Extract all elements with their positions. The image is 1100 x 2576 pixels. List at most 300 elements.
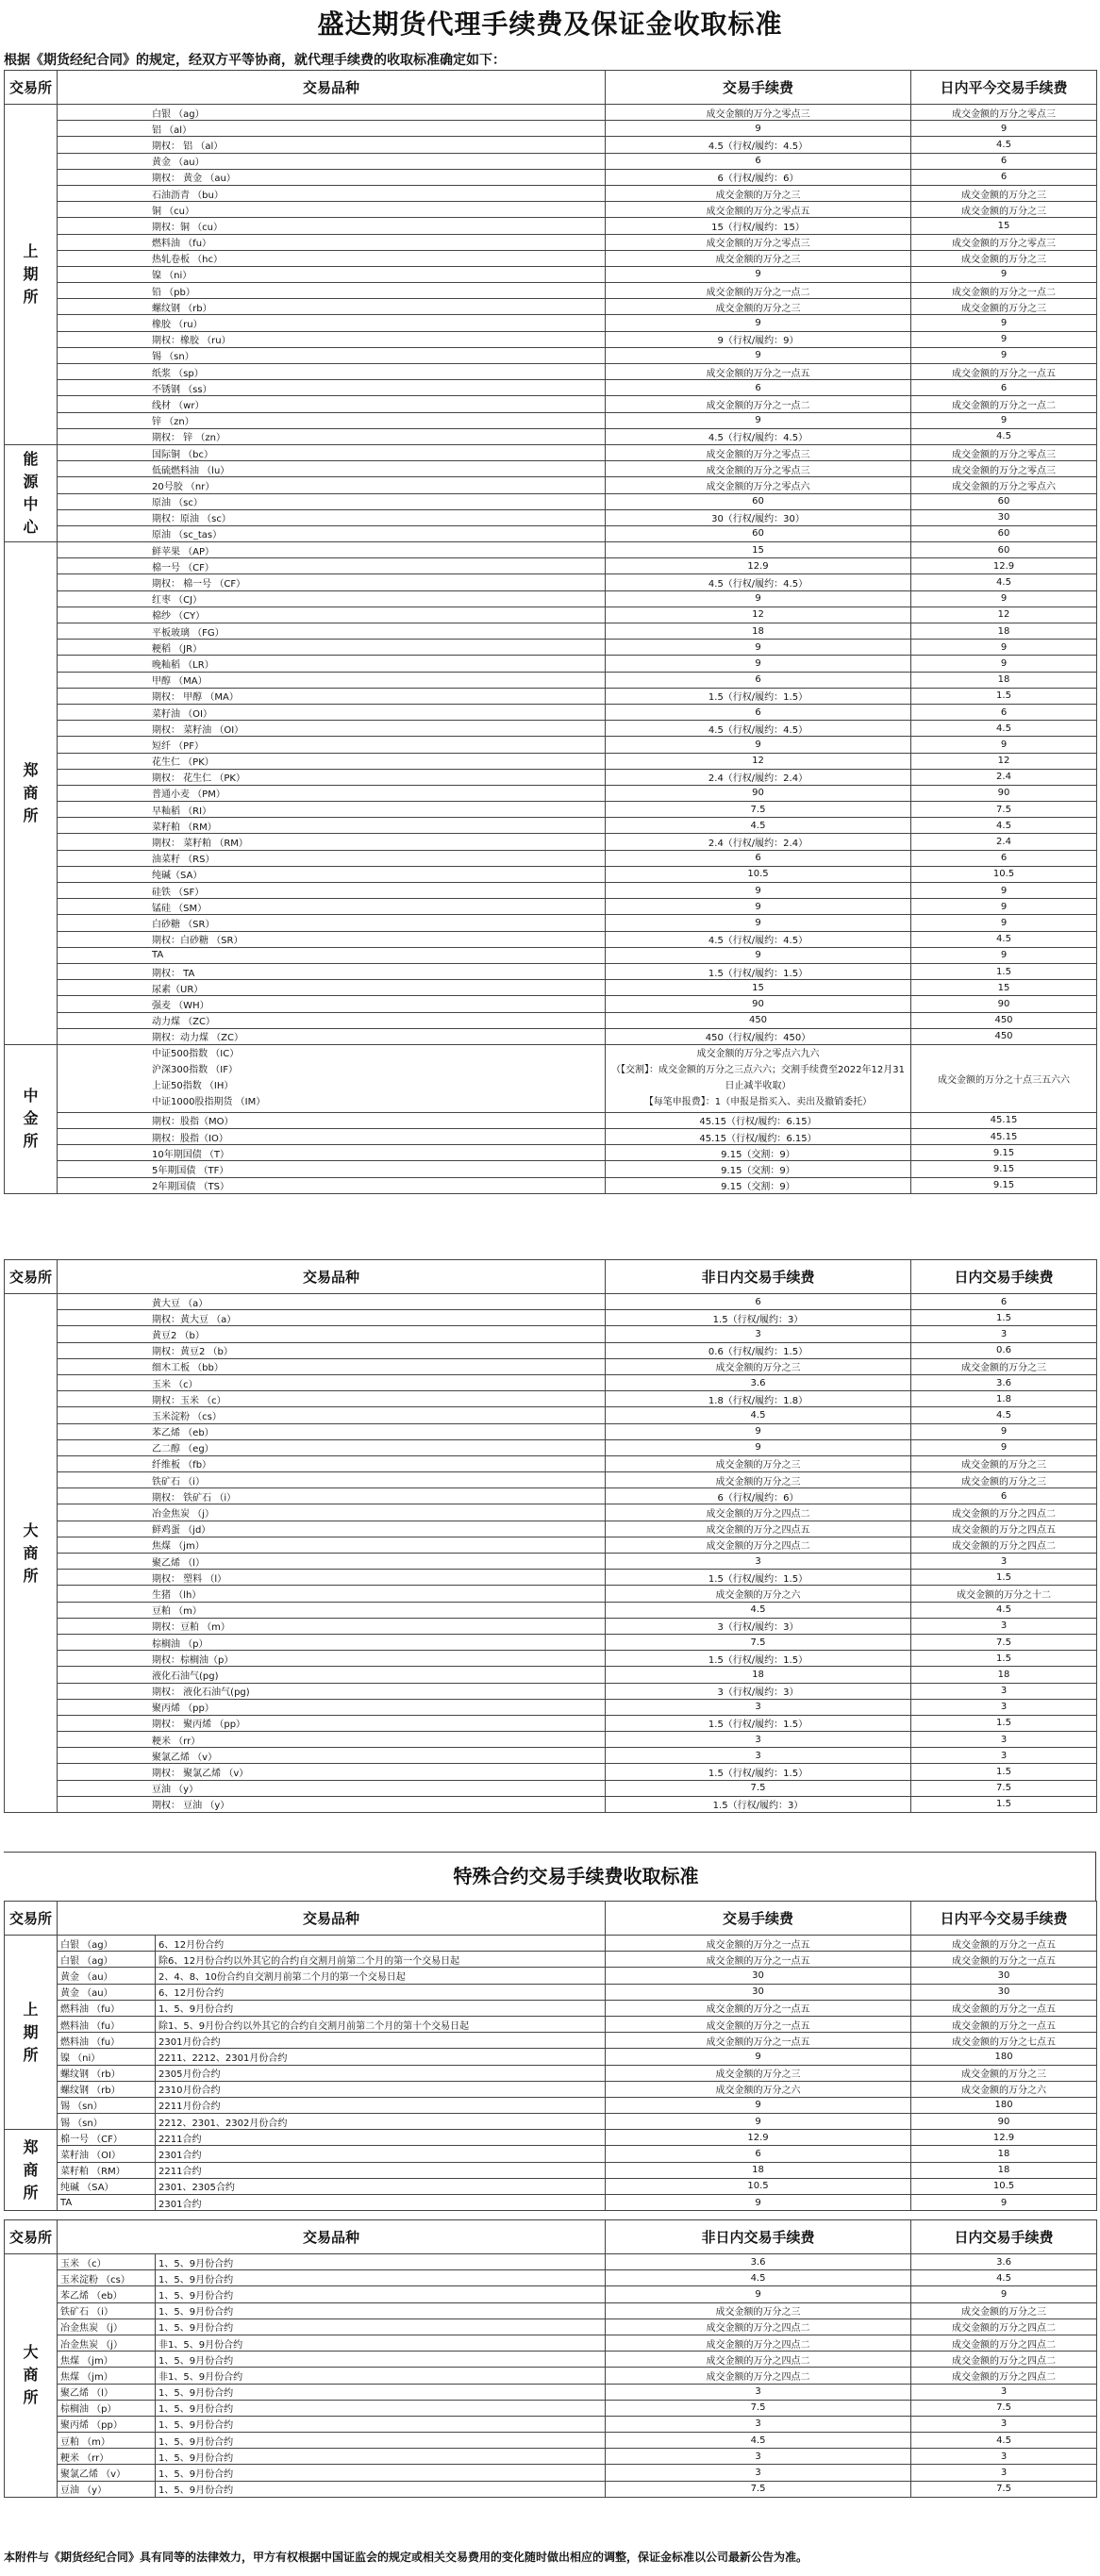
intraday-fee-cell: 4.5 (911, 574, 1097, 590)
contract-cell: 2211月份合约 (156, 2097, 606, 2113)
table-row (5, 850, 1097, 866)
contract-cell: 1、5、9月份合约 (156, 2433, 606, 2449)
table-row (5, 202, 1097, 218)
table-row (5, 883, 1097, 899)
table-row (5, 1683, 1097, 1699)
table-header-row (5, 1902, 1097, 1936)
intraday-fee-cell: 30 (911, 1968, 1097, 1984)
intraday-fee-cell: 成交金额的万分之十点三五六六 (911, 1044, 1097, 1112)
special-section-title: 特殊合约交易手续费收取标准 (57, 1852, 1096, 1901)
contract-cell: 2310月份合约 (156, 2081, 606, 2097)
product-cell: 苯乙烯 （eb） (58, 1423, 606, 1439)
intraday-fee-cell: 3 (911, 2449, 1097, 2465)
intraday-fee-cell: 6 (911, 153, 1097, 169)
fee-cell: 成交金额的万分之三 (606, 2065, 911, 2081)
intraday-fee-cell: 成交金额的万分之零点六 (911, 477, 1097, 493)
fee-cell: 18 (606, 623, 911, 640)
product-cell: 期权：股指（MO） (58, 1112, 606, 1128)
product-cell: 黄金 （au） (58, 1984, 156, 2000)
intraday-fee-cell: 3 (911, 1748, 1097, 1764)
product-cell: 期权： 聚丙烯 （pp） (58, 1715, 606, 1731)
intraday-fee-cell: 9 (911, 315, 1097, 331)
product-cell: 冶金焦炭 （j） (58, 1504, 606, 1521)
table-row (5, 2081, 1097, 2097)
fee-cell: 15 (606, 980, 911, 996)
exchange-cell: 上 期 所 (5, 105, 58, 445)
table-row (5, 461, 1097, 477)
contract-cell: 1、5、9月份合约 (156, 2352, 606, 2368)
product-cell: 鲜鸡蛋 （jd） (58, 1521, 606, 1537)
intraday-fee-cell: 3 (911, 1618, 1097, 1634)
intraday-fee-cell: 45.15 (911, 1112, 1097, 1128)
intraday-fee-cell: 60 (911, 525, 1097, 541)
intraday-fee-cell: 3 (911, 2416, 1097, 2432)
table-row (5, 1326, 1097, 1342)
fee-cell: 成交金额的万分之一点五 (606, 1936, 911, 1952)
table-row (5, 1423, 1097, 1439)
product-cell: 棕榈油 （p） (58, 1634, 606, 1650)
product-cell: 强麦 （WH） (58, 996, 606, 1012)
intraday-fee-cell: 成交金额的万分之七点五 (911, 2033, 1097, 2049)
table-row (5, 802, 1097, 818)
fee-cell: 9 (606, 915, 911, 931)
intraday-fee-cell: 7.5 (911, 2481, 1097, 2497)
table-row (5, 1129, 1097, 1145)
fee-table-main (4, 70, 1097, 1194)
header-exchange: 交易所 (5, 1902, 58, 1936)
fee-cell: 成交金额的万分之四点五 (606, 1521, 911, 1537)
product-cell: 黄大豆 （a） (58, 1294, 606, 1310)
table-row (5, 656, 1097, 672)
product-cell: 粳稻 （JR） (58, 640, 606, 656)
intraday-fee-cell: 成交金额的万分之四点二 (911, 1504, 1097, 1521)
header-fee: 非日内交易手续费 (606, 1260, 911, 1294)
intraday-fee-cell: 成交金额的万分之零点三 (911, 234, 1097, 250)
intraday-fee-cell: 9 (911, 737, 1097, 753)
intraday-fee-cell: 4.5 (911, 721, 1097, 737)
table-row (5, 1554, 1097, 1570)
intraday-fee-cell: 9 (911, 412, 1097, 428)
fee-cell: 1.5（行权/履约：1.5） (606, 1651, 911, 1667)
intraday-fee-cell: 成交金额的万分之三 (911, 299, 1097, 315)
fee-cell: 成交金额的万分之四点二 (606, 2352, 911, 2368)
table-row (5, 1748, 1097, 1764)
product-cell: 粳米 （rr） (58, 1732, 606, 1748)
intraday-fee-cell: 4.5 (911, 428, 1097, 444)
product-cell: 10年期国债 （T） (58, 1145, 606, 1161)
table-row (5, 1715, 1097, 1731)
table-row (5, 1602, 1097, 1618)
fee-cell: 9 (606, 2049, 911, 2065)
intraday-fee-cell: 1.5 (911, 1715, 1097, 1731)
table-row (5, 1439, 1097, 1455)
intraday-fee-cell: 成交金额的万分之三 (911, 185, 1097, 201)
product-cell: 红枣 （CJ） (58, 590, 606, 607)
intraday-fee-cell: 3 (911, 2465, 1097, 2481)
intraday-fee-cell: 7.5 (911, 802, 1097, 818)
product-cell: 期权： 黄金 （au） (58, 169, 606, 185)
exchange-cell: 中 金 所 (5, 1044, 58, 1193)
intraday-fee-cell: 12.9 (911, 2130, 1097, 2146)
intraday-fee-cell: 450 (911, 1012, 1097, 1028)
table-row (5, 1780, 1097, 1796)
fee-cell: 9 (606, 2097, 911, 2113)
fee-cell: 9.15（交割：9） (606, 1145, 911, 1161)
header-exchange: 交易所 (5, 1260, 58, 1294)
table-row (5, 834, 1097, 850)
fee-cell: 9 (606, 412, 911, 428)
product-cell: 平板玻璃 （FG） (58, 623, 606, 640)
contract-cell: 1、5、9月份合约 (156, 2449, 606, 2465)
fee-cell: 3 (606, 2465, 911, 2481)
table-row (5, 704, 1097, 720)
product-cell: 纸浆 （sp） (58, 364, 606, 380)
product-cell: 期权： 聚氯乙烯 （v） (58, 1764, 606, 1780)
fee-cell: 10.5 (606, 2178, 911, 2194)
intraday-fee-cell: 2.4 (911, 769, 1097, 785)
table-row (5, 1455, 1097, 1471)
product-cell: 冶金焦炭 （j） (58, 2318, 156, 2335)
table-row (5, 493, 1097, 509)
intraday-fee-cell: 3 (911, 1554, 1097, 1570)
table-row (5, 509, 1097, 525)
table-row (5, 721, 1097, 737)
table-row (5, 672, 1097, 688)
product-cell: 乙二醇 （eg） (58, 1439, 606, 1455)
table-row (5, 1936, 1097, 1952)
intraday-fee-cell: 6 (911, 850, 1097, 866)
contract-cell: 2301、2305合约 (156, 2178, 606, 2194)
intraday-fee-cell: 6 (911, 169, 1097, 185)
intraday-fee-cell: 18 (911, 623, 1097, 640)
intraday-fee-cell: 成交金额的万分之十二 (911, 1586, 1097, 1602)
contract-cell: 1、5、9月份合约 (156, 2384, 606, 2400)
fee-cell: 成交金额的万分之一点二 (606, 283, 911, 299)
product-cell: 豆油 （y） (58, 2481, 156, 2497)
table-row (5, 2065, 1097, 2081)
contract-cell: 1、5、9月份合约 (156, 2254, 606, 2270)
fee-cell: 12 (606, 607, 911, 623)
product-cell: 聚乙烯 （l） (58, 2384, 156, 2400)
intraday-fee-cell: 4.5 (911, 1602, 1097, 1618)
table-row (5, 185, 1097, 201)
contract-cell: 2301合约 (156, 2146, 606, 2162)
intraday-fee-cell: 90 (911, 996, 1097, 1012)
table-row (5, 283, 1097, 299)
product-cell: 玉米淀粉 （cs） (58, 1407, 606, 1423)
table-row (5, 737, 1097, 753)
fee-cell: 6 (606, 1294, 911, 1310)
table-row (5, 1407, 1097, 1423)
product-cell: 期权：原油 （sc） (58, 509, 606, 525)
intraday-fee-cell: 7.5 (911, 1780, 1097, 1796)
product-cell: 铁矿石 （i） (58, 1472, 606, 1488)
contract-cell: 2301合约 (156, 2195, 606, 2211)
intraday-fee-cell: 成交金额的万分之一点五 (911, 1936, 1097, 1952)
intraday-fee-cell: 6 (911, 704, 1097, 720)
product-cell: 聚丙烯 （pp） (58, 1699, 606, 1715)
table-row (5, 2016, 1097, 2032)
intraday-fee-cell: 成交金额的万分之零点三 (911, 444, 1097, 460)
product-cell: 原油 （sc） (58, 493, 606, 509)
table-row (5, 1651, 1097, 1667)
table-row (5, 299, 1097, 315)
product-cell: 铝 （al） (58, 121, 606, 137)
fee-cell: 成交金额的万分之四点二 (606, 1537, 911, 1553)
fee-cell: 7.5 (606, 2400, 911, 2416)
table-row (5, 380, 1097, 396)
product-cell: 菜籽油 （OI） (58, 2146, 156, 2162)
intraday-fee-cell: 15 (911, 218, 1097, 234)
fee-cell: 9 (606, 347, 911, 363)
product-cell: 国际铜 （bc） (58, 444, 606, 460)
intraday-fee-cell: 3 (911, 1683, 1097, 1699)
product-cell: 期权： 塑料 （l） (58, 1570, 606, 1586)
fee-cell: 成交金额的万分之三 (606, 185, 911, 201)
product-cell: 锰硅 （SM） (58, 899, 606, 915)
table-row (5, 1028, 1097, 1044)
intraday-fee-cell: 成交金额的万分之六 (911, 2081, 1097, 2097)
product-cell: 尿素（UR） (58, 980, 606, 996)
fee-cell: 成交金额的万分之零点六 (606, 477, 911, 493)
intraday-fee-cell: 9 (911, 347, 1097, 363)
table-row (5, 1732, 1097, 1748)
fee-cell: 成交金额的万分之零点三 (606, 461, 911, 477)
product-cell: 热轧卷板 （hc） (58, 250, 606, 266)
fee-cell: 3（行权/履约：3） (606, 1683, 911, 1699)
fee-cell: 7.5 (606, 802, 911, 818)
product-cell: 螺纹钢 （rb） (58, 2081, 156, 2097)
fee-cell: 9 (606, 2286, 911, 2302)
fee-cell: 成交金额的万分之一点五 (606, 364, 911, 380)
fee-cell: 9 (606, 737, 911, 753)
product-cell: 棉一号 （CF） (58, 2130, 156, 2146)
intraday-fee-cell: 成交金额的万分之一点五 (911, 364, 1097, 380)
intraday-fee-cell: 2.4 (911, 834, 1097, 850)
header-product: 交易品种 (58, 1902, 606, 1936)
fee-cell: 9 (606, 883, 911, 899)
table-row (5, 1391, 1097, 1407)
fee-cell: 成交金额的万分之四点二 (606, 1504, 911, 1521)
fee-cell: 6 (606, 704, 911, 720)
fee-cell: 成交金额的万分之四点二 (606, 2318, 911, 2335)
fee-cell: 30（行权/履约：30） (606, 509, 911, 525)
product-cell: 菜籽粕 （RM） (58, 2162, 156, 2178)
product-cell: 线材 （wr） (58, 396, 606, 412)
fee-cell: 15 (606, 542, 911, 558)
product-cell: 甲醇 （MA） (58, 672, 606, 688)
table-row (5, 947, 1097, 963)
exchange-cell: 能 源 中 心 (5, 444, 58, 541)
contract-cell: 1、5、9月份合约 (156, 2416, 606, 2432)
product-cell: 低硫燃料油 （lu） (58, 461, 606, 477)
intraday-fee-cell: 10.5 (911, 2178, 1097, 2194)
intraday-fee-cell: 0.6 (911, 1342, 1097, 1358)
product-cell: 燃料油 （fu） (58, 2033, 156, 2049)
table-row (5, 1145, 1097, 1161)
contract-cell: 除1、5、9月份合约以外其它的合约自交割月前第二个月的第十个交易日起 (156, 2016, 606, 2032)
fee-cell: 4.5（行权/履约：4.5） (606, 574, 911, 590)
contract-cell: 2211、2212、2301月份合约 (156, 2049, 606, 2065)
header-product: 交易品种 (58, 71, 606, 105)
table-row (5, 607, 1097, 623)
fee-cell: 成交金额的万分之一点五 (606, 2000, 911, 2016)
table-row (5, 980, 1097, 996)
table-row (5, 428, 1097, 444)
footer-note: 本附件与《期货经纪合同》具有同等的法律效力，甲方有权根据中国证监会的规定或相关交易费用的变化随时做出相应的调整，保证金标准以公司最新公告为准。 (4, 2551, 808, 2564)
table-row (5, 234, 1097, 250)
table-row (5, 444, 1097, 460)
exchange-cell: 上 期 所 (5, 1936, 58, 2130)
table-row (5, 623, 1097, 640)
product-cell: 铁矿石 （i） (58, 2302, 156, 2318)
product-cell: 豆油 （y） (58, 1780, 606, 1796)
intraday-fee-cell: 6 (911, 1294, 1097, 1310)
product-cell: 纯碱 （SA） (58, 2178, 156, 2194)
product-cell: 铜 （cu） (58, 202, 606, 218)
intraday-fee-cell: 成交金额的万分之零点三 (911, 105, 1097, 121)
table-row (5, 218, 1097, 234)
table-row (5, 1586, 1097, 1602)
fee-cell: 7.5 (606, 1780, 911, 1796)
intraday-fee-cell: 3 (911, 1326, 1097, 1342)
table-row (5, 477, 1097, 493)
intraday-fee-cell: 成交金额的万分之一点二 (911, 396, 1097, 412)
fee-cell: 4.5（行权/履约：4.5） (606, 428, 911, 444)
product-cell: 期权： 棉一号 （CF） (58, 574, 606, 590)
product-cell: TA (58, 947, 606, 963)
table-row (5, 105, 1097, 121)
intraday-fee-cell: 成交金额的万分之三 (911, 1472, 1097, 1488)
fee-cell: 6 (606, 850, 911, 866)
intraday-fee-cell: 成交金额的万分之四点二 (911, 2318, 1097, 2335)
product-cell: 液化石油气(pg) (58, 1667, 606, 1683)
intraday-fee-cell: 18 (911, 2162, 1097, 2178)
fee-table-dce (4, 1259, 1097, 1813)
intraday-fee-cell: 180 (911, 2049, 1097, 2065)
intraday-fee-cell: 9 (911, 899, 1097, 915)
fee-cell: 3（行权/履约：3） (606, 1618, 911, 1634)
table-row (5, 1294, 1097, 1310)
table-row (5, 1012, 1097, 1028)
fee-cell: 18 (606, 1667, 911, 1683)
special-fee-table-dce (4, 2219, 1097, 2498)
intraday-fee-cell: 90 (911, 785, 1097, 801)
table-row (5, 2146, 1097, 2162)
intraday-fee-cell: 1.5 (911, 1796, 1097, 1812)
product-cell: 期权：股指（IO） (58, 1129, 606, 1145)
product-cell: 菜籽油 （OI） (58, 704, 606, 720)
fee-cell: 4.5 (606, 1602, 911, 1618)
product-cell: 期权： TA (58, 963, 606, 979)
intraday-fee-cell: 成交金额的万分之四点二 (911, 2368, 1097, 2384)
intro-text: 根据《期货经纪合同》的规定，经双方平等协商，就代理手续费的收取标准确定如下： (4, 53, 506, 68)
fee-cell: 12.9 (606, 558, 911, 574)
table-row (5, 818, 1097, 834)
fee-cell: 45.15（行权/履约：6.15） (606, 1112, 911, 1128)
table-row (5, 1968, 1097, 1984)
fee-cell: 90 (606, 785, 911, 801)
fee-cell: 4.5（行权/履约：4.5） (606, 721, 911, 737)
product-cell: 期权：动力煤 （ZC） (58, 1028, 606, 1044)
table-row (5, 2335, 1097, 2351)
intraday-fee-cell: 3 (911, 2384, 1097, 2400)
intraday-fee-cell: 4.5 (911, 2270, 1097, 2286)
fee-cell: 9（行权/履约：9） (606, 331, 911, 347)
intraday-fee-cell: 9.15 (911, 1145, 1097, 1161)
fee-cell: 成交金额的万分之零点五 (606, 202, 911, 218)
fee-cell: 9 (606, 315, 911, 331)
product-cell: 棕榈油 （p） (58, 2400, 156, 2416)
product-cell: 细木工板 （bb） (58, 1358, 606, 1374)
fee-cell: 45.15（行权/履约：6.15） (606, 1129, 911, 1145)
product-cell: 锡 （sn） (58, 347, 606, 363)
fee-cell: 成交金额的万分之三 (606, 250, 911, 266)
header-exchange: 交易所 (5, 71, 58, 105)
fee-cell: 9 (606, 121, 911, 137)
intraday-fee-cell: 9 (911, 947, 1097, 963)
product-cell: 苯乙烯 （eb） (58, 2286, 156, 2302)
intraday-fee-cell: 成交金额的万分之三 (911, 2065, 1097, 2081)
product-cell: 橡胶 （ru） (58, 315, 606, 331)
product-cell: 晚籼稻 （LR） (58, 656, 606, 672)
table-row (5, 2000, 1097, 2016)
intraday-fee-cell: 1.5 (911, 1764, 1097, 1780)
table-row (5, 2318, 1097, 2335)
product-cell: 短纤 （PF） (58, 737, 606, 753)
product-cell: 20号胶 （nr） (58, 477, 606, 493)
fee-cell: 3 (606, 1326, 911, 1342)
fee-cell: 2.4（行权/履约：2.4） (606, 769, 911, 785)
fee-cell: 450 (606, 1012, 911, 1028)
table-row (5, 963, 1097, 979)
table-row (5, 1699, 1097, 1715)
fee-cell: 9 (606, 1423, 911, 1439)
product-cell: 不锈钢 （ss） (58, 380, 606, 396)
exchange-cell: 郑 商 所 (5, 542, 58, 1045)
table-row (5, 266, 1097, 282)
product-cell: 期权： 铁矿石 （i） (58, 1488, 606, 1504)
table-row (5, 2049, 1097, 2065)
table-row (5, 2097, 1097, 2113)
header-exchange: 交易所 (5, 2220, 58, 2254)
product-cell: 燃料油 （fu） (58, 234, 606, 250)
intraday-fee-cell: 1.5 (911, 1310, 1097, 1326)
intraday-fee-cell: 6 (911, 1488, 1097, 1504)
product-cell: 2年期国债 （TS） (58, 1177, 606, 1193)
fee-cell: 成交金额的万分之三 (606, 2302, 911, 2318)
intraday-fee-cell: 9 (911, 656, 1097, 672)
header-intraday-fee: 日内平今交易手续费 (911, 1902, 1097, 1936)
fee-cell: 6（行权/履约：6） (606, 169, 911, 185)
fee-cell: 4.5 (606, 2433, 911, 2449)
product-cell: 白银 （ag） (58, 1952, 156, 1968)
table-row (5, 2449, 1097, 2465)
fee-cell: 成交金额的万分之零点三 (606, 105, 911, 121)
product-cell: 白银 （ag） (58, 105, 606, 121)
contract-cell: 1、5、9月份合约 (156, 2000, 606, 2016)
product-cell: 期权： 豆油 （y） (58, 1796, 606, 1812)
fee-cell: 1.5（行权/履约：1.5） (606, 688, 911, 704)
contract-cell: 非1、5、9月份合约 (156, 2368, 606, 2384)
product-cell: 期权： 花生仁 （PK） (58, 769, 606, 785)
contract-cell: 非1、5、9月份合约 (156, 2335, 606, 2351)
table-row (5, 688, 1097, 704)
product-cell: 焦煤 （jm） (58, 2368, 156, 2384)
fee-cell: 1.5（行权/履约：1.5） (606, 963, 911, 979)
table-row (5, 2162, 1097, 2178)
table-row (5, 931, 1097, 947)
